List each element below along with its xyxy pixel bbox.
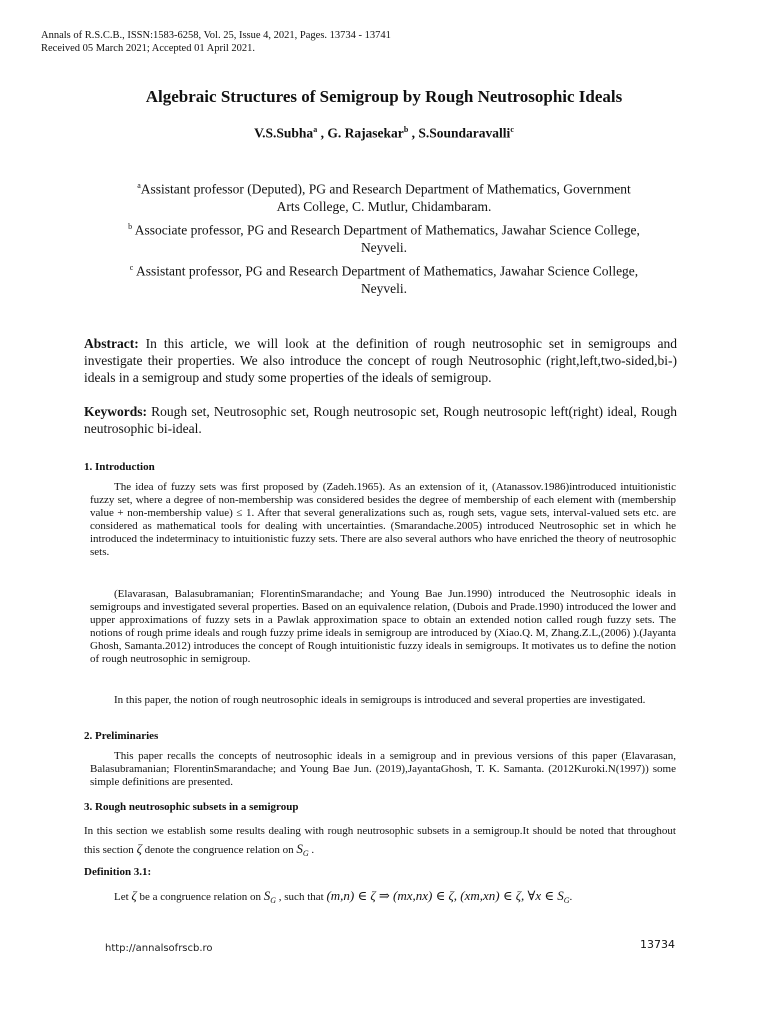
author-sup: c bbox=[510, 125, 514, 134]
author-name: V.S.Subha bbox=[254, 125, 314, 141]
rough-text: denote the congruence relation on bbox=[141, 844, 297, 856]
author-sup: b bbox=[403, 125, 409, 134]
affiliation-line: Neyveli. bbox=[360, 280, 408, 296]
affiliation-c bbox=[86, 259, 682, 297]
author-name: S.Soundaravalli bbox=[418, 125, 511, 141]
semigroup-symbol: S bbox=[296, 841, 303, 856]
footer-url: http://annalsofrscb.ro bbox=[105, 943, 213, 954]
affiliation-line: Assistant professor (Deputed), PG and Research Department of Mathematics, Government bbox=[140, 181, 631, 197]
semigroup-subscript: G bbox=[302, 849, 309, 859]
definition-text: be a congruence relation on bbox=[136, 891, 264, 903]
affiliation-line: Assistant professor, PG and Research Department of Mathematics, Jawahar Science College, bbox=[133, 263, 639, 279]
semigroup-subscript: G bbox=[270, 896, 277, 906]
formula-subscript: G bbox=[563, 896, 570, 906]
abstract bbox=[84, 335, 677, 386]
definition-text: . bbox=[569, 891, 573, 903]
rough-subsets-paragraph bbox=[84, 822, 676, 863]
affiliation-sup: a bbox=[137, 181, 141, 190]
definition-text: Let bbox=[114, 891, 132, 903]
page-number: 13734 bbox=[640, 938, 675, 951]
intro-paragraph-3: In this paper, the notion of rough neutrosophic ideals in semigroups is introduced and several properties are investigated. bbox=[114, 694, 646, 706]
affiliation-b bbox=[86, 218, 682, 256]
journal-header bbox=[41, 29, 391, 55]
section-heading-rough-subsets: 3. Rough neutrosophic subsets in a semigroup bbox=[84, 801, 299, 813]
preliminaries-paragraph: This paper recalls the concepts of neutrosophic ideals in a semigroup and in previous versions of this paper (Elavarasan, Balasubramanian; FlorentinSmarandache; and Young Bae Jun. (2019),JayantaGhosh, T. K. Samanta. (2012Kuroki.N(1997)) some simple definitions are presented. bbox=[90, 750, 676, 788]
received-dates: Received 05 March 2021; Accepted 01 April 2021. bbox=[41, 43, 256, 54]
journal-citation: Annals of R.S.C.B., ISSN:1583-6258, Vol. 25, Issue 4, 2021, Pages. 13734 - 13741 bbox=[41, 30, 391, 41]
intro-paragraph-2: (Elavarasan, Balasubramanian; FlorentinSmarandache; and Young Bae Jun.1990) introduced the Neutrosophic ideals in semigroups and investigated several properties. Based on an equivalence relation, (Dubois and Prade.1990) introduced the lower and upper approximations of fuzzy sets in a Pawlak approximation space to obtain an extended notion called rough fuzzy sets. The notions of rough prime ideals and rough fuzzy prime ideals in semigroup are introduced by (Xiao.Q. M, Zhang.Z.L,(2006) ).(Jayanta Ghosh, Samanta.2012) introduces the concept of Rough intuitionistic fuzzy ideals in semigroups. It motivates us to define the notion of rough neutrosophic in semigroup. bbox=[90, 588, 676, 665]
paper-title: Algebraic Structures of Semigroup by Rough Neutrosophic Ideals bbox=[145, 87, 623, 106]
abstract-text: In this article, we will look at the definition of rough neutrosophic set in semigroups and investigate their properties. We also introduce the concept of rough Neutrosophic (right,left,two-sided,bi-) ideals in a semigroup and study some properties of the ideals of semigroup. bbox=[84, 336, 677, 385]
intro-paragraph-1: The idea of fuzzy sets was first proposed by (Zadeh.1965). As an extension of it, (Atanassov.1986)introduced intuitionistic fuzzy set, where a degree of non-membership was considered besides the degree of membership of each element with (membership value + non-membership value) ≤ 1. After that several generalizations such as, rough sets, vague sets, interval-valued sets etc. are considered as mathematical tools for dealing with uncertainties. (Smarandache.2005) introduced Neutrosophic set in which he introduced the indeterminacy to intuitionistic fuzzy sets. There are also several authors who have enriched the theory of neutrosophic sets. bbox=[90, 481, 676, 558]
keywords-text: Rough set, Neutrosophic set, Rough neutrosopic set, Rough neutrosopic left(right) ideal, Rough neutrosophic bi-ideal. bbox=[84, 404, 677, 436]
zeta-symbol: ζ bbox=[136, 841, 142, 856]
definition-text: , such that bbox=[276, 891, 327, 903]
affiliation-line: Arts College, C. Mutlur, Chidambaram. bbox=[276, 198, 492, 214]
definition-statement bbox=[114, 888, 572, 905]
abstract-label: Abstract: bbox=[84, 336, 139, 351]
definition-heading: Definition 3.1: bbox=[84, 866, 152, 878]
affiliation-line: Associate professor, PG and Research Department of Mathematics, Jawahar Science College, bbox=[132, 222, 640, 238]
author-sup: a bbox=[313, 125, 318, 134]
zeta-symbol: ζ bbox=[131, 888, 137, 903]
affiliation-a bbox=[86, 177, 682, 215]
keywords-label: Keywords: bbox=[84, 404, 147, 419]
author-list: V.S.Subha$^a$ , G. Rajasekar$^b$ , S.Soundaravalli$^c$ bbox=[254, 125, 514, 141]
rough-text: In this section we establish some results dealing with rough neutrosophic subsets in a semigroup.It should be noted that throughout this section bbox=[84, 825, 676, 856]
congruence-formula: (m,n) ∈ ζ ⇒ (mx,nx) ∈ ζ, (xm,xn) ∈ ζ, ∀x ∈ S bbox=[326, 888, 564, 903]
rough-text: . bbox=[308, 844, 315, 856]
section-heading-preliminaries: 2. Preliminaries bbox=[84, 730, 159, 742]
affiliation-sup: b bbox=[128, 222, 133, 231]
semigroup-symbol: S bbox=[263, 888, 271, 903]
keywords bbox=[84, 403, 677, 437]
affiliation-sup: c bbox=[129, 263, 134, 272]
author-name: G. Rajasekar bbox=[327, 125, 404, 141]
section-heading-introduction: 1. Introduction bbox=[84, 461, 155, 473]
affiliation-line: Neyveli. bbox=[360, 239, 408, 255]
